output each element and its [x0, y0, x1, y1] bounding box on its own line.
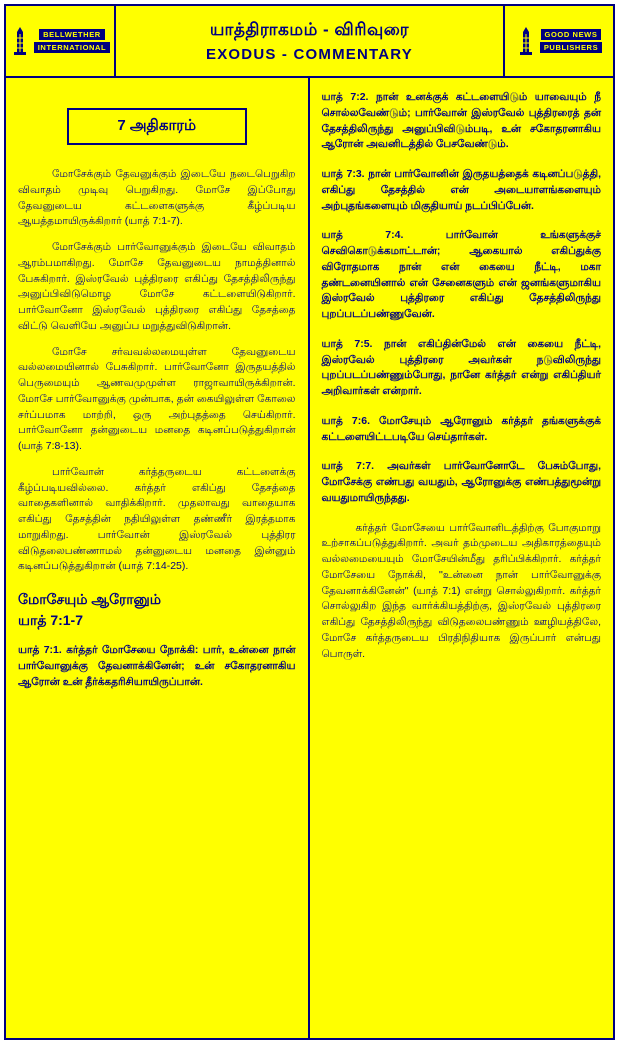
chapter-heading: 7 அதிகாரம் [67, 108, 247, 145]
verse-text: யாத் 7:7. அவர்கள் பார்வோனோடே பேசும்போது, மோசேக்கு எண்பது வயதும், ஆரோனுக்கு எண்பத்துமூன்று வயதுமாயிருந்தது. [321, 460, 601, 504]
logo-right-line2: PUBLISHERS [540, 42, 602, 53]
commentary-paragraph: மோசேக்கும் தேவனுக்கும் இடையே நடைபெறுகிற விவாதம் முடிவு பெறுகிறது. மோசே இப்போது தேவனுடைய கட்டளைகளுக்கு கீழ்ப்படிய ஆயத்தமாயிருக்கிறார் (யாத் 7:1-7). [18, 168, 296, 228]
page-body [6, 78, 613, 1038]
commentary-paragraph: பார்வோன் கர்த்தருடைய கட்டளைக்கு கீழ்ப்படியவில்லை. கர்த்தர் எகிப்து தேசத்தை வாதைகளினால் வாதிக்கிறார். முதலாவது வாதையாக எகிப்து தேசத்தின் நதியிலுள்ள தண்ணீர் இரத்தமாக மாறுகிறது. பார்வோன் இஸ்ரவேல் புத்திரர விடுதலைபண்ணாமல் தன்னுடைய மனதை இன்னும் கடினப்படுத்துகிறான் (யாத் 7:14-25). [18, 465, 296, 573]
section-reference: யாத் 7:1-7 [18, 612, 84, 628]
bellwether-international-logo [6, 6, 116, 76]
left-column [6, 78, 310, 1038]
logo-left-line1: BELLWETHER [39, 29, 105, 40]
page-header [6, 6, 613, 78]
page-title-english: EXODUS - COMMENTARY [206, 45, 413, 63]
logo-right-inner [516, 26, 602, 56]
commentary-paragraph: மோசேக்கும் பார்வோனுக்கும் இடையே விவாதம் ஆரம்பமாகிறது. மோசே தேவனுடைய நாமத்தினால் பேசுகிறார். இஸ்ரவேல் புத்திரரை எகிப்து தேசத்திலிருந்து அனுப்பிவிடுமொழ மோசே கட்டளையிடுகிறார். பார்வோனோ இஸ்ரவேல் புத்திரரை எகிப்து தேசத்தை விட்டு வெளியே அனுப்ப மறுத்துவிடுகிறான். [18, 241, 296, 332]
verse-text: யாத் 7:4. பார்வோன் உங்களுக்குச் செவிகொடுக்கமாட்டான்; ஆகையால் எகிப்துக்கு விரோதமாக நான் என் கையை நீட்டி, மகா தண்டனையினால் என் சேனைகளும் என் ஜனங்களுமாகிய இஸ்ரவேல் புத்திரரை எகிப்து தேசத்திலிருந்து புறப்படப்பண்ணுவேன். [321, 229, 601, 320]
tower-icon [516, 26, 536, 56]
logo-right-words [540, 29, 602, 53]
logo-right-line1: GOOD NEWS [541, 29, 602, 40]
verse-text: யாத் 7:2. நான் உனக்குக் கட்டளையிடும் யாவையும் நீ சொல்லவேண்டும்; பார்வோன் இஸ்ரவேல் புத்திரரைத் தன் தேசத்திலிருந்து அனுப்பிவிடும்படி, உன் சகோதரனாகிய ஆரோன் அவனிடத்தில் பேசவேண்டும். [321, 91, 601, 151]
section-heading: மோசேயும் ஆரோனும் [18, 591, 162, 607]
logo-left-words [34, 29, 111, 53]
verse-text: யாத் 7:6. மோசேயும் ஆரோனும் கர்த்தர் தங்களுக்குக் கட்டளையிட்டபடியே செய்தார்கள். [321, 414, 601, 443]
document-page [4, 4, 615, 1040]
good-news-publishers-logo [503, 6, 613, 76]
commentary-paragraph: கர்த்தர் மோசேயை பார்வோனிடத்திற்கு போகுமாறு உற்சாகப்படுத்துகிறார். அவர் தம்முடைய அதிகாரத்தையும் வல்லமையையும் மோசேயின்மீது தரிப்பிக்கிறார். கர்த்தர் மோசேயை நோக்கி, ''உன்னை நான் பார்வோனுக்கு தேவனாக்கினேன்'' (யாத் 7:1) என்று சொல்லுகிறார். கர்த்தர் சொல்லுகிற இந்த வார்க்கியத்திற்கு, இஸ்ரவேல் புத்திரரை எகிப்து தேசத்திலிருந்து விடுதலைபண்ணும் ஊழியத்திலே, மோசே கர்த்தருடைய பிரதிநிதியாக இருப்பார் என்பது பொருள். [321, 521, 601, 660]
verse-text: யாத் 7:5. நான் எகிப்தின்மேல் என் கையை நீட்டி, இஸ்ரவேல் புத்திரரை அவர்கள் நடுவிலிருந்து புறப்படப்பண்ணும்போது, நானே கர்த்தர் என்று எகிப்தியர் அறிவார்கள் என்றார். [321, 337, 601, 397]
verse-text: யாத் 7:3. நான் பார்வோனின் இருதயத்தைக் கடினப்படுத்தி, எகிப்து தேசத்தில் என் அடையாளங்களையும் அற்புதங்களையும் மிகுதியாய் நடப்பிப்பேன். [321, 168, 601, 212]
tower-icon [10, 26, 30, 56]
logo-left-line2: INTERNATIONAL [34, 42, 111, 53]
logo-left-inner [10, 26, 111, 56]
header-titles [116, 6, 503, 76]
verse-text: யாத் 7:1. கர்த்தர் மோசேயை நோக்கி: பார், உன்னை நான் பார்வோனுக்கு தேவனாக்கினேன்; உன் சகோதரனாகிய ஆரோன் உன் தீர்க்கதரிசியாயிருப்பான். [18, 644, 296, 688]
page-title-tamil: யாத்திராகமம் - விரிவுரை [209, 19, 410, 39]
right-column [310, 78, 614, 1038]
commentary-paragraph: மோசே சர்வவல்லமையுள்ள தேவனுடைய வல்லமையினால் பேசுகிறார். பார்வோனோ இருதயத்தில் பெருமையும் ஆணவமுமுள்ள ராஜாவாயிருக்கிறான். மோசே பார்வோனுக்கு முன்பாக, தன் கையிலுள்ள கோலை சர்ப்பமாக மாற்றி, ஒரு அற்புதத்தை செய்கிறார். பார்வோனோ தன்னுடைய மனதை கடினப்படுத்துகிறான் (யாத் 7:8-13). [18, 345, 296, 452]
